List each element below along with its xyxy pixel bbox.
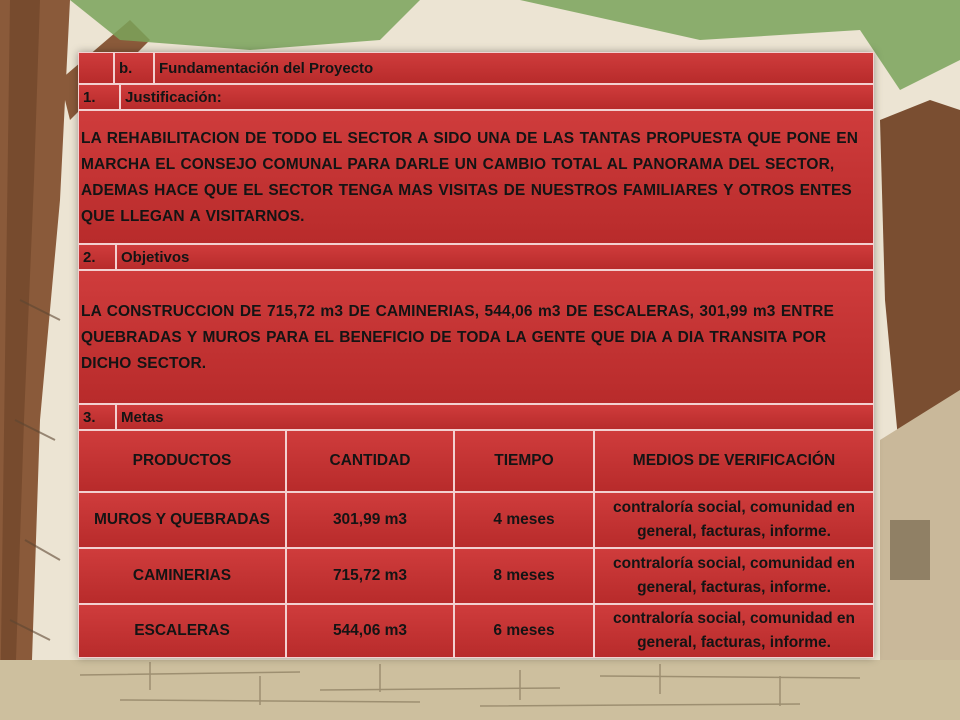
metas-number: 3. bbox=[78, 404, 116, 430]
metas-label: Metas bbox=[116, 404, 874, 430]
row-1-medios: contraloría social, comunidad en general, facturas, informe. bbox=[594, 492, 874, 548]
project-sheet bbox=[78, 52, 874, 658]
justificacion-text: LA REHABILITACION DE TODO EL SECTOR A SIDO UNA DE LAS TANTAS PROPUESTA QUE PONE EN MARCHA EL CONSEJO COMUNAL PARA DARLE UN CAMBIO TOTAL AL PANORAMA DEL SECTOR, ADEMAS HACE QUE EL SECTOR TENGA MAS VISITAS DE NUESTROS FAMILIARES Y OTROS ENTES QUE LLEGAN A VISITARNOS. bbox=[78, 110, 874, 244]
header-tiempo: TIEMPO bbox=[454, 430, 594, 492]
header-productos: PRODUCTOS bbox=[78, 430, 286, 492]
section-blank-cell bbox=[78, 52, 114, 84]
header-cantidad: CANTIDAD bbox=[286, 430, 454, 492]
row-3-producto: ESCALERAS bbox=[78, 604, 286, 658]
header-medios: MEDIOS DE VERIFICACIÓN bbox=[594, 430, 874, 492]
section-letter: b. bbox=[114, 52, 154, 84]
row-2-tiempo: 8 meses bbox=[454, 548, 594, 604]
row-1-producto: MUROS Y QUEBRADAS bbox=[78, 492, 286, 548]
row-3-tiempo: 6 meses bbox=[454, 604, 594, 658]
row-3-cantidad: 544,06 m3 bbox=[286, 604, 454, 658]
objetivos-text: LA CONSTRUCCION DE 715,72 m3 DE CAMINERIAS, 544,06 m3 DE ESCALERAS, 301,99 m3 ENTRE QUEBRADAS Y MUROS PARA EL BENEFICIO DE TODA LA GENTE QUE DIA A DIA TRANSITA POR DICHO SECTOR. bbox=[78, 270, 874, 404]
objetivos-number: 2. bbox=[78, 244, 116, 270]
row-2-cantidad: 715,72 m3 bbox=[286, 548, 454, 604]
row-3-medios: contraloría social, comunidad en general, facturas, informe. bbox=[594, 604, 874, 658]
row-2-producto: CAMINERIAS bbox=[78, 548, 286, 604]
justificacion-label: Justificación: bbox=[120, 84, 874, 110]
row-2-medios: contraloría social, comunidad en general, facturas, informe. bbox=[594, 548, 874, 604]
justificacion-number: 1. bbox=[78, 84, 120, 110]
section-title: Fundamentación del Proyecto bbox=[154, 52, 874, 84]
row-1-cantidad: 301,99 m3 bbox=[286, 492, 454, 548]
row-1-tiempo: 4 meses bbox=[454, 492, 594, 548]
objetivos-label: Objetivos bbox=[116, 244, 874, 270]
